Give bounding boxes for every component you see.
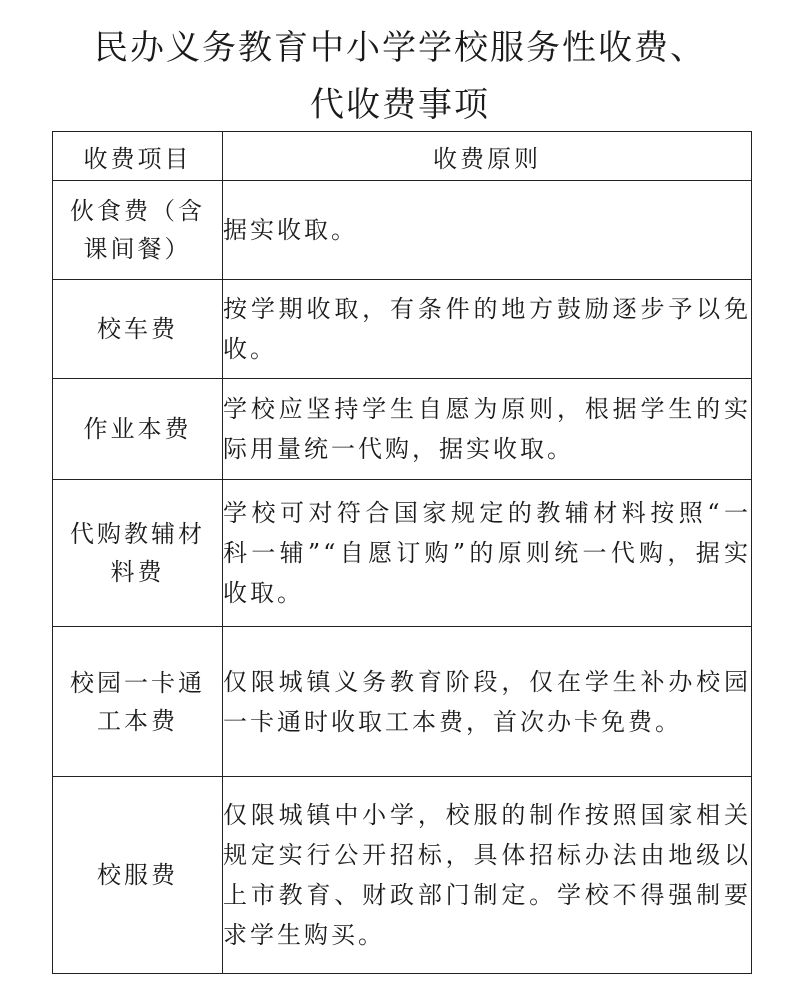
table-row [53,379,752,480]
document-title-line-1: 民办义务教育中小学学校服务性收费、 [94,28,706,68]
fee-principle-cell: 按学期收取，有条件的地方鼓励逐步予以免收。 [223,280,752,379]
fee-principle-cell: 学校可对符合国家规定的教辅材料按照“一科一辅”“自愿订购”的原则统一代购，据实收取。 [223,480,752,627]
fee-item-cell [53,280,223,379]
fee-principle-cell: 据实收取。 [223,181,752,280]
table-row [53,480,752,627]
fee-item-cell [53,777,223,974]
fee-item-cell [53,181,223,280]
fee-item-text: 料费 [110,558,165,586]
fee-principle-cell: 学校应坚持学生自愿为原则，根据学生的实际用量统一代购，据实收取。 [223,379,752,480]
fee-principle-cell: 仅限城镇义务教育阶段，仅在学生补办校园一卡通时收取工本费，首次办卡免费。 [223,627,752,777]
fee-item-text: 伙食费（含 [70,197,205,225]
fee-item-text: 校车费 [97,315,178,343]
table-row [53,777,752,974]
fee-item-text: 校服费 [97,861,178,889]
table-header-row [53,132,752,181]
fee-item-text: 校园一卡通 [70,668,205,697]
fee-item-cell [53,627,223,777]
header-fee-item: 收费项目 [53,132,223,181]
fee-item-text: 课间餐） [83,235,192,263]
table-row [53,627,752,777]
fee-item-text: 工本费 [97,706,178,735]
fee-principle-cell: 仅限城镇中小学，校服的制作按照国家相关规定实行公开招标，具体招标办法由地级以上市教育、财政部门制定。学校不得强制要求学生购买。 [223,777,752,974]
header-fee-principle: 收费原则 [223,132,752,181]
fee-item-text: 代购教辅材 [70,520,205,548]
table-row [53,181,752,280]
fee-item-text: 作业本费 [83,415,192,443]
fee-item-cell [53,480,223,627]
document-title-line-2: 代收费事项 [310,85,490,125]
fee-table [52,131,752,974]
table-row [53,280,752,379]
fee-item-cell [53,379,223,480]
